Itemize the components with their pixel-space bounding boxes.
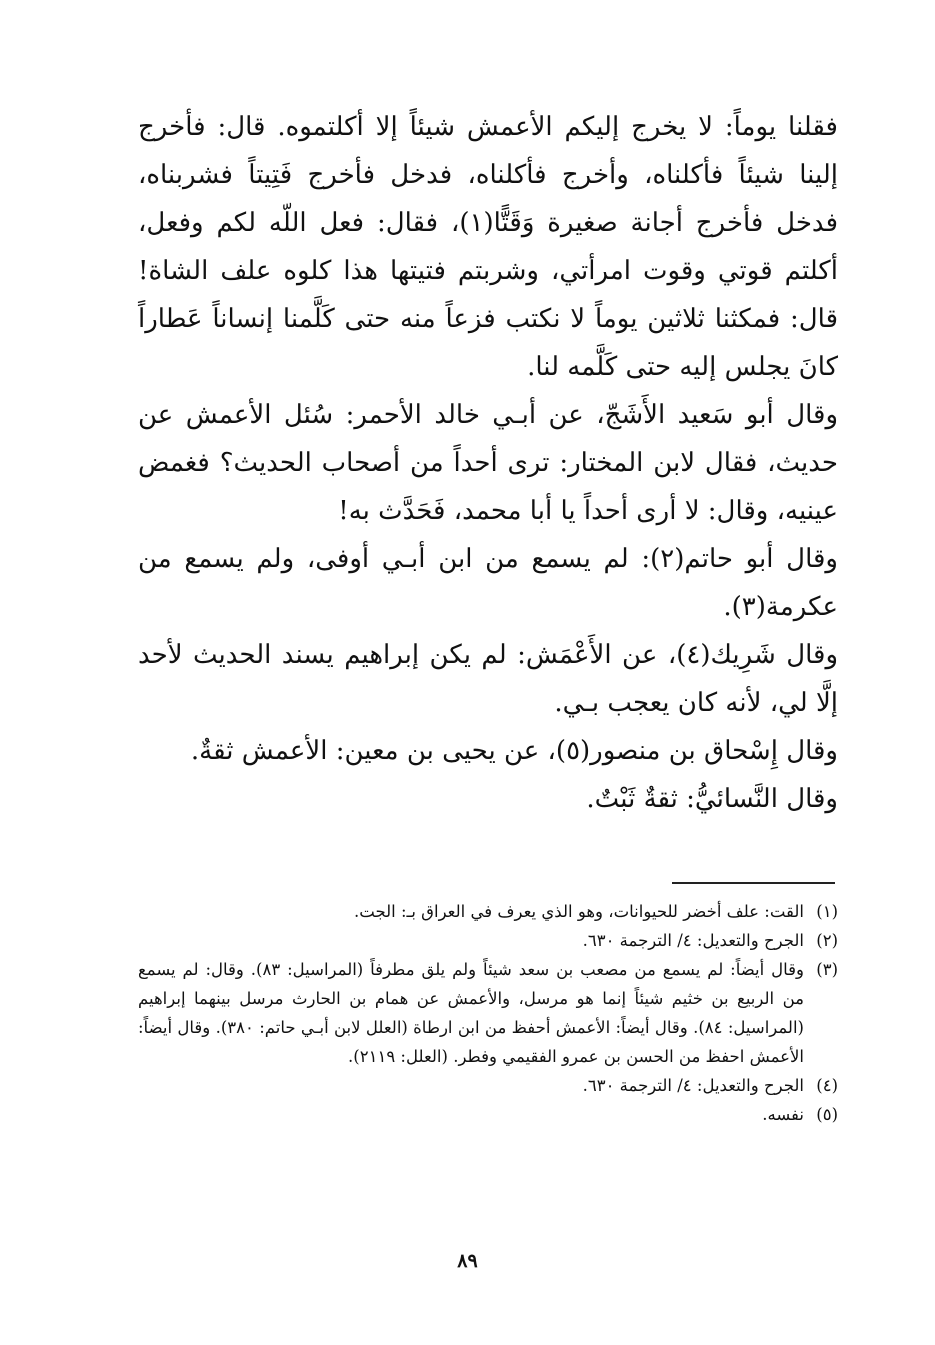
footnote-2	[138, 926, 838, 955]
footnote-3	[138, 955, 838, 1071]
footnote-separator	[672, 882, 835, 884]
paragraph-5: وقال إِسْحاق بن منصور(٥)، عن يحيى بن معين: الأعمش ثقةٌ.	[190, 736, 838, 766]
footnote-number: (٢)	[816, 931, 838, 950]
paragraph-2: وقال أبو سَعيد الأَشَجّ، عن أبـي خالد الأحمر: سُئل الأعمش عن حديث، فقال لابن المختار: ترى أحداً من أصحاب الحديث؟ فغمض عينيه، وقال: لا أرى أحداً يا أبا محمد، فَحَدَّث به!	[138, 400, 838, 526]
footnote-number: (٥)	[816, 1105, 838, 1124]
footnote-text: نفسه.	[762, 1105, 804, 1124]
footnote-5	[138, 1100, 838, 1129]
paragraph-1: فقلنا يوماً: لا يخرج إليكم الأعمش شيئاً إلا أكلتموه. قال: فأخرج إلينا شيئاً فأكلناه، وأخرج فأكلناه، فدخل فأخرج فَتِيتاً فشربناه، فدخل فأخرج أجانة صغيرة وَقَتًّا(١)، فقال: فعل اللّه لكم وفعل، أكلتم قوتي وقوت امرأتي، وشربتم فتيتها هذا كلوه علف الشاة! قال: فمكثنا ثلاثين يوماً لا نكتب فزعاً منه حتى كَلَّمنا إنساناً عَطاراً كانَ يجلس إليه حتى كَلَّمه لنا.	[138, 112, 839, 382]
footnote-text: وقال أيضاً: لم يسمع من مصعب بن سعد شيئاً ولم يلق مطرفاً (المراسيل: ٨٣). وقال: لم يسمع من الربيع بن خثيم شيئاً إنما هو مرسل، والأعمش عن همام بن الحارث مرسل بينهما إبراهيم (المراسيل: ٨٤). وقال أيضاً: الأعمش أحفظ من ابن ارطاة (العلل لابن أبـي حاتم: ٣٨٠). وقال أيضاً: الأعمش احفظ من الحسن بن عمرو الفقيمي وفطر. (العلل: ٢١١٩).	[138, 960, 804, 1066]
footnote-number: (٤)	[816, 1076, 838, 1095]
paragraph-4: وقال شَرِيك(٤)، عن الأَعْمَش: لم يكن إبراهيم يسند الحديث لأحد إلَّا لي، لأنه كان يعجب بـي.	[138, 640, 839, 718]
footnote-1	[138, 897, 838, 926]
footnotes	[138, 897, 838, 1129]
footnote-number: (١)	[816, 902, 838, 921]
main-text	[138, 103, 838, 823]
footnote-text: الجرح والتعديل: ٤/ الترجمة ٦٣٠.	[582, 931, 804, 950]
footnote-text: الجرح والتعديل: ٤/ الترجمة ٦٣٠.	[582, 1076, 804, 1095]
footnote-text: القت: علف أخضر للحيوانات، وهو الذي يعرف في العراق بـ: الجت.	[354, 902, 804, 921]
page-number: ٨٩	[457, 1250, 478, 1272]
footnote-4	[138, 1071, 838, 1100]
footnote-number: (٣)	[816, 960, 838, 979]
paragraph-6: وقال النَّسائيُّ: ثقةٌ ثَبْتٌ.	[586, 784, 838, 814]
paragraph-3: وقال أبو حاتم(٢): لم يسمع من ابن أبـي أوفى، ولم يسمع من عكرمة(٣).	[138, 544, 838, 622]
